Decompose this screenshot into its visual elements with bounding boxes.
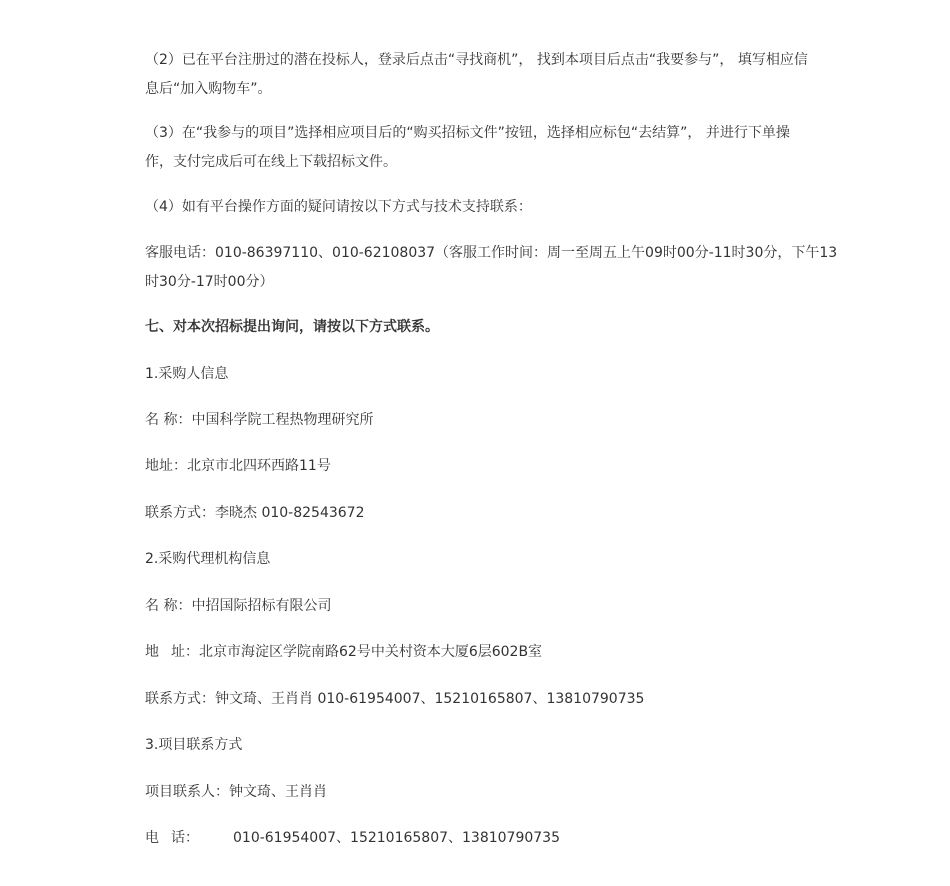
agency-address-line: [145, 638, 820, 667]
agency-address: [145, 638, 820, 667]
purchaser-name-text: 名 称：中国科学院工程热物理研究所: [145, 412, 374, 428]
agency-address-label-a: 地: [145, 644, 159, 660]
step-2-line-2: 息后“加入购物车”。: [145, 81, 272, 97]
agency-name-text: 名 称：中招国际招标有限公司: [145, 598, 332, 614]
purchaser-address: [145, 452, 820, 481]
agency-heading-text: 2.采购代理机构信息: [145, 551, 271, 567]
phone-value: 010-61954007、15210165807、13810790735: [233, 830, 560, 846]
section-7-title-text: 七、对本次招标提出询问，请按以下方式联系。: [145, 319, 439, 335]
agency-contact: [145, 685, 820, 714]
project-contact-heading-text: 3.项目联系方式: [145, 737, 243, 753]
phone-label-b: 话：: [171, 830, 199, 846]
project-contact-heading: [145, 731, 820, 760]
agency-name: [145, 592, 820, 621]
section-7-title: [145, 313, 820, 342]
service-phone-paragraph: [145, 239, 838, 297]
project-contact-person-text: 项目联系人：钟文琦、王肖肖: [145, 784, 327, 800]
agency-heading: [145, 545, 820, 574]
step-3-line-1: （3）在“我参与的项目”选择相应项目后的“购买招标文件”按钮，选择相应标包“去结算”， 并进行下单操: [145, 125, 790, 141]
phone-label-a: 电: [145, 830, 159, 846]
agency-contact-text: 联系方式：钟文琦、王肖肖 010-61954007、15210165807、13810790735: [145, 691, 645, 707]
step-2-line-1: （2）已在平台注册过的潜在投标人，登录后点击“寻找商机”， 找到本项目后点击“我要参与”， 填写相应信: [145, 52, 808, 68]
service-phone-line-2: 时30分-17时00分）: [145, 274, 274, 290]
purchaser-name: [145, 406, 820, 435]
step-2-paragraph: [145, 46, 820, 104]
purchaser-contact-text: 联系方式：李晓杰 010-82543672: [145, 505, 365, 521]
project-contact-phone: [145, 824, 820, 853]
agency-address-label-b: 址：北京市海淀区学院南路62号中关村资本大厦6层602B室: [171, 644, 543, 660]
purchaser-heading-text: 1.采购人信息: [145, 366, 229, 382]
purchaser-contact: [145, 499, 820, 528]
step-4-paragraph: [145, 193, 820, 222]
project-contact-person: [145, 778, 820, 807]
step-4-line: （4）如有平台操作方面的疑问请按以下方式与技术支持联系：: [145, 199, 532, 215]
step-3-paragraph: [145, 119, 820, 177]
purchaser-heading: [145, 360, 820, 389]
purchaser-address-text: 地址：北京市北四环西路11号: [145, 458, 331, 474]
project-contact-phone-line: [145, 824, 820, 853]
service-phone-line-1: 客服电话：010-86397110、010-62108037（客服工作时间：周一至周五上午09时00分-11时30分，下午13: [145, 245, 838, 261]
step-3-line-2: 作，支付完成后可在线上下载招标文件。: [145, 154, 397, 170]
